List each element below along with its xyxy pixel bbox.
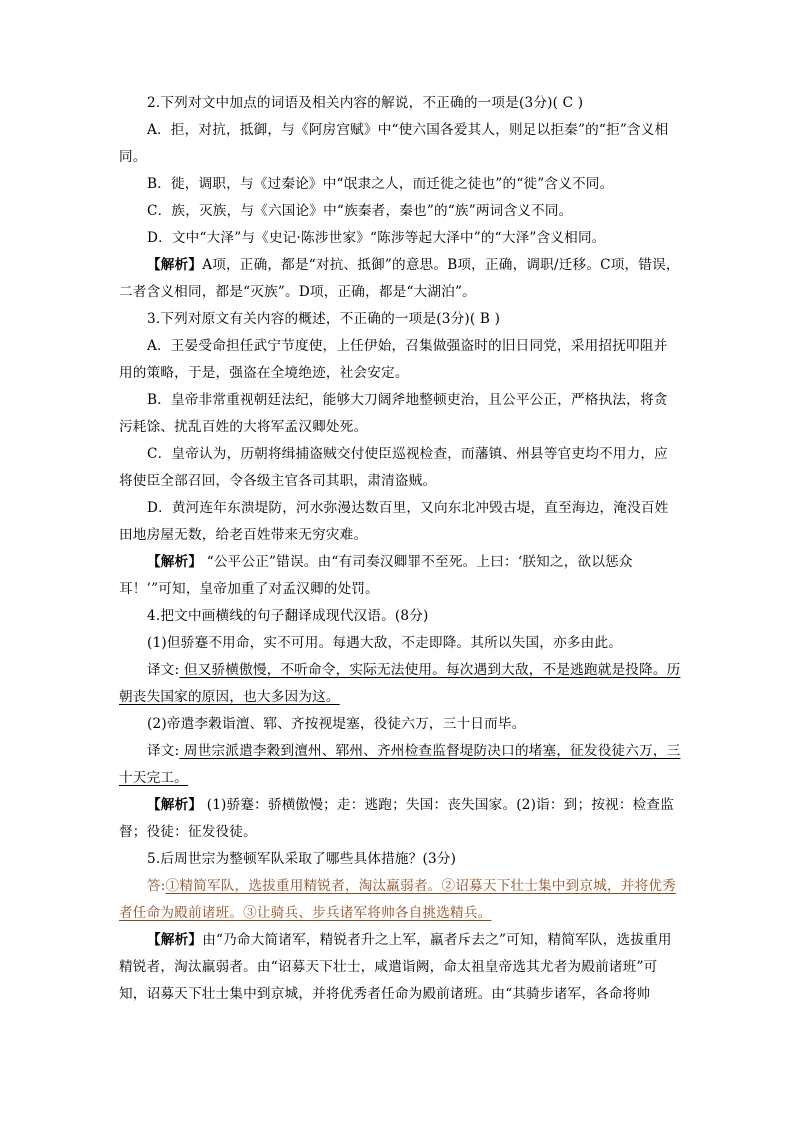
q4-analysis [119,792,681,846]
q4-analysis-label: 【解析】 [147,797,203,813]
q2-option-c: C．族，灭族，与《六国论》中“族秦者，秦也”的“族”两词含义不同。 [147,203,573,219]
q5-answer [119,873,681,927]
q2-analysis [119,252,681,306]
q5-analysis-text: 由“乃命大简诸军，精锐者升之上军，羸者斥去之”可知，精简军队，选拔重用精锐者，淘汰羸弱者。由“诏募天下壮士，咸遣诣阙，命太祖皇帝选其尤者为殿前诸班”可知，诏募天下壮士集中到京城，并将优秀者任命为殿前诸班。由“其骑步诸军，各命将帅 [119,932,672,1002]
q3-analysis-label: 【解析】 [147,554,203,570]
document-body [119,90,681,1008]
q2-analysis-label: 【解析】 [147,257,203,273]
q3-option-b: B．皇帝非常重视朝廷法纪，能够大刀阔斧地整顿吏治，且公平公正，严格执法，将贪污耗馀、扰乱百姓的大将军孟汉卿处死。 [119,392,668,435]
q3-option-c: C．皇帝认为，历朝将缉捕盗贼交付使臣巡视检查，而藩镇、州县等官吏均不用力，应将使臣全部召回，令各级主官各司其职，肃清盗贼。 [119,446,668,489]
q3-analysis [119,549,681,603]
q4-translation-1-label: 译文: [147,662,180,678]
q2-option-d: D．文中“大泽”与《史记·陈涉世家》“陈涉等起大泽中”的“大泽”含义相同。 [147,230,606,246]
q5-answer-label: 答: [147,878,166,894]
q4-translation-1-text: 但又骄横傲慢，不听命令，实际无法使用。每次遇到大敌，不是逃跑就是投降。历朝丧失国家的原因，也大多因为这。 [119,662,681,705]
q4-translation-2-text: 周世宗派遣李穀到澶州、郓州、齐州检查监督堤防决口的堵塞，征发役徒六万，三十天完工。 [119,743,681,786]
q3-option-a: A．王晏受命担任武宁节度使，上任伊始，召集做强盗时的旧日同党，采用招抚叩阻并用的策略，于是，强盗在全境绝迹，社会安定。 [119,338,668,381]
q4-translation-2 [119,738,681,792]
q3-stem: 3.下列对原文有关内容的概述，不正确的一项是(3分)( B ) [147,311,501,327]
q2-option-a: A．拒，对抗，抵御，与《阿房宫赋》中“使六国各爱其人，则足以拒秦”的“拒”含义相同。 [119,122,669,165]
q4-sentence-2: (2)帝遣李穀诣澶、郓、齐按视堤塞，役徒六万，三十日而毕。 [147,716,526,732]
q5-stem: 5.后周世宗为整顿军队采取了哪些具体措施？(3分) [147,851,457,867]
q4-translation-2-label: 译文: [147,743,180,759]
q2-option-b: B．徙，调职，与《过秦论》中“氓隶之人，而迁徙之徒也”的“徙”含义不同。 [147,176,614,192]
q3-analysis-text: “公平公正”错误。由“有司奏汉卿罪不至死。上曰：‘朕知之，欲以惩众耳！’”可知，皇帝加重了对孟汉卿的处罚。 [119,554,633,597]
q4-translation-1 [119,657,681,711]
q2-analysis-text: A项，正确，都是“对抗、抵御”的意思。B项，正确，调职/迁移。C项，错误，二者含义相同，都是“灭族”。D项，正确，都是“大湖泊”。 [119,257,680,300]
q5-analysis [119,927,681,1008]
q3-option-d: D．黄河连年东溃堤防，河水弥漫达数百里，又向东北冲毁古堤，直至海边，淹没百姓田地房屋无数，给老百姓带来无穷灾难。 [119,500,669,543]
q5-answer-text: ①精简军队，选拔重用精锐者，淘汰羸弱者。②诏募天下壮士集中到京城，并将优秀者任命为殿前诸班。③让骑兵、步兵诸军将帅各自挑选精兵。 [119,878,676,921]
q2-stem: 2.下列对文中加点的词语及相关内容的解说，不正确的一项是(3分)( C ) [147,95,584,111]
q4-analysis-text: (1)骄蹇：骄横傲慢；走：逃跑；失国：丧失国家。(2)诣：到；按视：检查监督；役徒：征发役徒。 [119,797,675,840]
q4-stem: 4.把文中画横线的句子翻译成现代汉语。(8分) [147,608,429,624]
q5-analysis-label: 【解析】 [147,932,203,948]
q4-sentence-1: (1)但骄蹇不用命，实不可用。每遇大敌，不走即降。其所以失国，亦多由此。 [147,635,623,651]
